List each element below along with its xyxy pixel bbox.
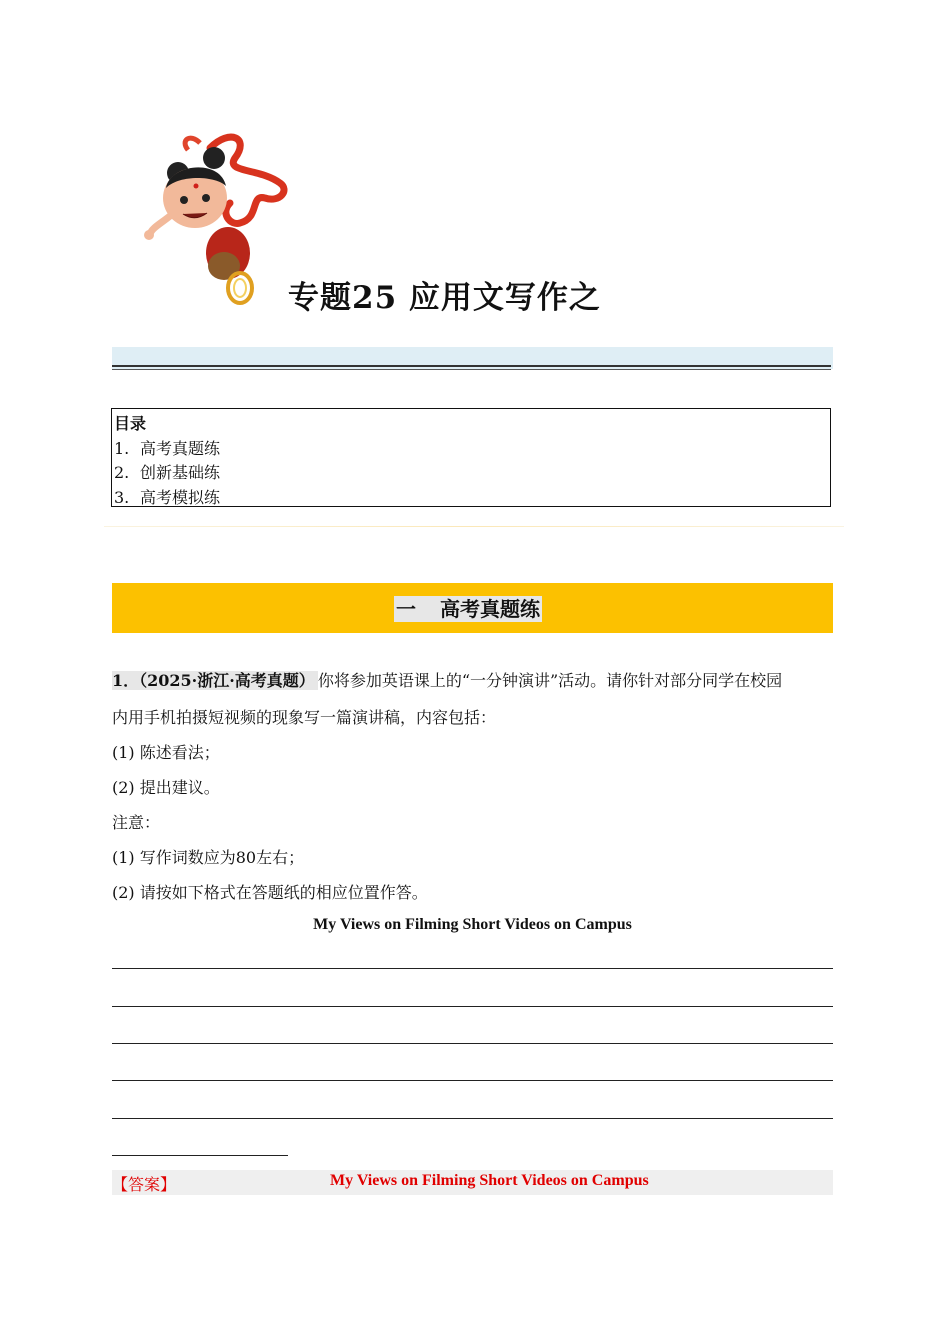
toc-heading: 目录 — [114, 414, 147, 433]
question-prompt: 1．（2025·浙江·高考真题） 你将参加英语课上的“一分钟演讲”活动。请你针对部分同学在校园 — [112, 671, 783, 690]
note-item: (1) 写作词数应为80左右； — [112, 848, 305, 867]
mascot-illustration — [140, 128, 290, 310]
essay-title: My Views on Filming Short Videos on Campus — [313, 916, 632, 933]
toc-item: 3. 高考模拟练 — [114, 487, 221, 507]
writing-line — [112, 968, 833, 969]
writing-line — [112, 1080, 833, 1081]
writing-line — [112, 1043, 833, 1044]
question-point: (1) 陈述看法； — [112, 743, 220, 762]
toc-item-label: 高考真题练 — [140, 438, 221, 458]
question-prompt-cont: 内用手机拍摄短视频的现象写一篇演讲稿，内容包括： — [112, 708, 497, 727]
writing-line-short — [112, 1155, 288, 1156]
divider — [104, 526, 844, 527]
title-divider — [112, 365, 831, 367]
toc-item: 1. 高考真题练 — [114, 438, 221, 458]
answer-tag: 【答案】 — [112, 1175, 177, 1194]
section-heading: 一 高考真题练 — [396, 597, 540, 621]
table-of-contents — [111, 408, 831, 507]
title-divider-thin — [112, 369, 831, 370]
question-source-tag: 1．（2025·浙江·高考真题） — [112, 671, 318, 690]
document-title: 专题25 应用文写作之 — [288, 280, 601, 316]
note-item: (2) 请按如下格式在答题纸的相应位置作答。 — [112, 883, 428, 902]
toc-item-label: 高考模拟练 — [140, 487, 221, 507]
toc-item-label: 创新基础练 — [140, 463, 221, 482]
writing-line — [112, 1118, 833, 1119]
question-point: (2) 提出建议。 — [112, 778, 220, 797]
answer-essay-title: My Views on Filming Short Videos on Campus — [330, 1172, 649, 1189]
notes-label: 注意： — [112, 813, 161, 832]
writing-line — [112, 1006, 833, 1007]
toc-item: 2. 创新基础练 — [114, 463, 221, 482]
